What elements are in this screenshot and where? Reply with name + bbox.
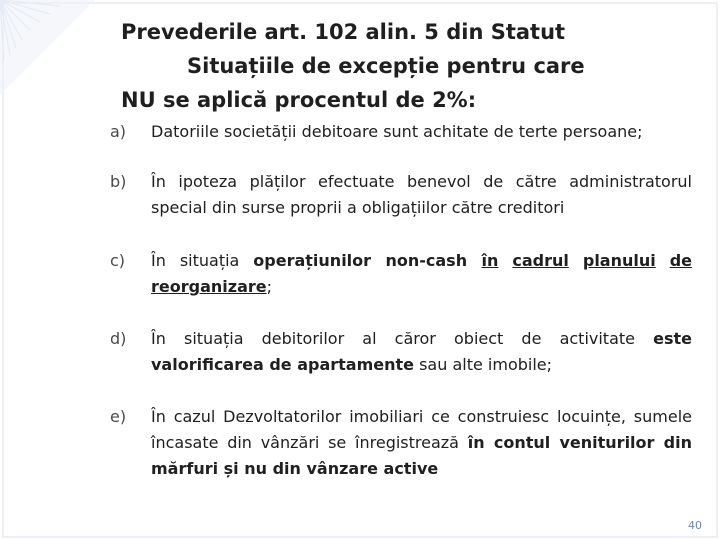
item-label: c) [110,251,126,270]
text-space [569,251,583,270]
item-text [151,248,692,300]
item-label: b) [110,172,127,191]
text-underlined: reorganizare [151,277,267,296]
text-space [498,251,512,270]
item-text: Datoriile societății debitoare sunt achitate de terte persoane; [151,122,643,141]
item-label: d) [110,329,127,348]
text-bold: operațiunilor non-cash [253,251,482,270]
item-text [151,404,692,482]
text-underlined: în [481,251,499,270]
text-bold: este valorificarea de apartamente [151,329,692,374]
item-text: În ipoteza plăților efectuate benevol de către administratorul special din surse proprii a obligațiilor către creditori [151,172,692,217]
text-plain: În situația debitorilor al căror obiect de activitate [151,329,654,348]
item-label: a) [110,122,127,141]
text-underlined: planului [582,251,656,270]
text-space [656,251,670,270]
text-underlined: cadrul [512,251,569,270]
title-line-3: NU se aplică procentul de 2%: [121,88,477,112]
title-line-2: Situațiile de excepție pentru care [187,54,585,78]
text-bold: în contul veniturilor din mărfuri și nu din vânzare active [151,433,692,478]
text-plain: În cazul Dezvoltatorilor imobiliari ce construiesc locuințe, sumele încasate din vânzări se înregistrează [151,407,692,452]
item-label: e) [110,407,127,426]
text-plain: sau alte imobile; [414,355,553,374]
text-plain: ; [266,277,272,296]
text-underlined: de [669,251,693,270]
title-line-1: Prevederile art. 102 alin. 5 din Statut [121,20,566,44]
page-number: 40 [688,519,702,532]
item-text [151,326,692,378]
text-plain: În situația [151,251,254,270]
